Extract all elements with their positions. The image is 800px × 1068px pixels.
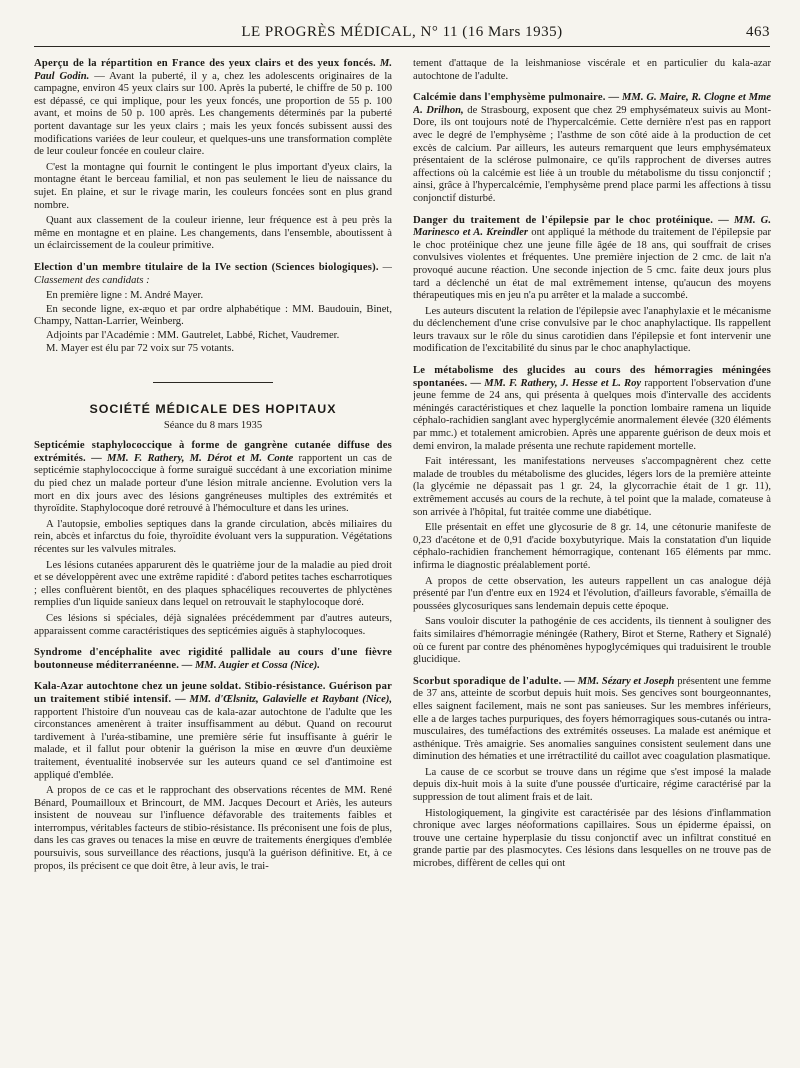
article-title: Danger du traitement de l'épilepsie par le choc protéinique. xyxy=(413,214,714,226)
article-paragraph: C'est la montagne qui fournit le contingent le plus important d'yeux clairs, la montagne étant le berceau familial, et non pas seulement le lieu de naissance du sujet. En plaine, et sur le rivage marin, les couleurs foncées sont en plus grand nombre. xyxy=(34,161,392,211)
article-text: rapportent l'histoire d'un nouveau cas de kala-azar autochtone de l'adulte que les circonstances amenèrent à traiter insuffisamment au début. Quand on recourut tardivement à l'uréa-stibamine, une première série fut insuffisante à guérir le malade, et il fallut pour obtenir la guérison la mise en œuvre d'un deuxième traitement, éventualité inobservée sur les auteurs quand ce sel d'antimoine est appliqué d'emblée. xyxy=(34,706,392,781)
session-date: Séance du 8 mars 1935 xyxy=(163,419,263,431)
article-kala-azar xyxy=(34,681,392,873)
article-paragraph: Histologiquement, la gingivite est caractérisée par des lésions d'inflammation chronique avec larges néoformations capillaires. Sous un épiderme épaissi, on trouve une certaine hyperplasie du tissu conjonctif avec un infiltrat constitué en grande partie par des plasmocytes. Ces lésions dans lesquelles on ne trouve pas de microbes, diffèrent de celles qui ont xyxy=(413,807,771,870)
election-line: M. Mayer est élu par 72 voix sur 75 votants. xyxy=(46,343,235,355)
header-rule xyxy=(34,46,770,47)
article-title: Le métabolisme des glucides au cours des hémorragies méningées spontanées. xyxy=(413,365,771,389)
article-title: Kala-Azar autochtone chez un jeune soldat. Stibio-résistance. Guérison par un traitement stibié intensif. xyxy=(34,681,392,705)
article-paragraph: Quant aux classement de la couleur irienne, leur fréquence est à peu près la même en montagne et en plaine. Les changements, dans l'ensemble, aboutissent à un éclaircissement de la couleur primitive. xyxy=(34,215,392,252)
article-text: rapportent l'observation d'une jeune femme de 24 ans, qui présenta à quelques mois d'intervalle des accidents méningés caractéristiques et chez laquelle la ponction lombaire ramena un liquide céphalo-rachidien sanglant avec hyperglycémie anormalement élevée (320 éléments par mmc.) et totalement amicrobien. Après une apparente guérison de deux mois et demi environ, la malade présenta une rechute rapidement mortelle. xyxy=(413,377,771,452)
article-election xyxy=(34,262,392,356)
article-title: Septicémie staphylococcique à forme de gangrène cutanée diffuse des extrémités. xyxy=(34,440,392,464)
article-title: Syndrome d'encéphalite avec rigidité pallidale au cours d'une fièvre boutonneuse méditerranéenne. xyxy=(34,647,392,671)
article-text: présentent une femme de 37 ans, atteinte de scorbut depuis huit mois. Ses gencives sont bourgeonnantes, elles saignent facilement, mais ne sont pas sanieuses. Sur les membres inférieurs, elle a de larges taches purpuriques, des foyers hémorragiques sous-cutanés ou intra-musculaires, des tuméfactions des extrémités osseuses. La malade est anémique et asthénique. Très amaigrie. Ses anomalies sanguines consistent seulement dans une diminution des hématies et une irrétractilité du caillot avec coagulation plasmatique. xyxy=(413,675,771,763)
article-text: ont appliqué la méthode du traitement de l'épilepsie par le choc protéinique chez une jeune fille âgée de 18 ans, qui souffrait de crises convulsives violentes et fréquentes. Une première injection de 2 cmc. de lait n'a provoqué aucune réaction. Une seconde injection de 5 cmc. faite deux jours plus tard a déclenché un état de mal extrêmement intense, qu'aucun des moyens thérapeutiques mis en jeu n'a pu arrêter et la malade a succombé. xyxy=(413,227,771,302)
page-header xyxy=(34,24,770,48)
article-text: rapportent un cas de septicémie staphylococcique à forme suraiguë succédant à une excoriation minime du pied chez un malade porteur d'une lésion mitrale ancienne. Evolution vers la mort en dix jours avec des lésions gangréneuses multiples des extrémités et thyroïdite. Staphylocoque doré retrouvé à l'hémoculture et dans les urines. xyxy=(34,452,392,515)
article-title: Scorbut sporadique de l'adulte. xyxy=(413,675,562,687)
article-scurvy xyxy=(413,676,771,871)
society-heading: SOCIÉTÉ MÉDICALE DES HOPITAUX xyxy=(89,402,337,417)
article-encephalitis xyxy=(34,647,392,672)
article-paragraph: A propos de ce cas et le rapprochant des observations récentes de MM. René Bénard, Poumailloux et Brincourt, de MM. Jacques Decourt et Ariès, les auteurs insistent de nouveau sur l'influence défavorable des traitements faibles et interrompus, véritables facteurs de stibio-résistance. Ils préconisent une fois de plus, dans les cas graves ou tenaces la mise en œuvre de traitements énergiques d'emblée poursuivis, sous surveillance des réactions, jusqu'à la guérison définitive. Et, à ce propos, ils précisent ce que doit être, à leur avis, le trai- xyxy=(34,785,392,872)
left-column xyxy=(34,58,392,1058)
article-author: — MM. G. Maire, R. Clogne et Mme A. Drilhon, xyxy=(413,92,771,116)
article-author: — MM. G. Marinesco et A. Kreindler xyxy=(413,214,771,239)
section-divider xyxy=(153,382,273,383)
article-author: — MM. Augier et Cossa (Nice). xyxy=(181,659,320,671)
right-column xyxy=(413,58,771,1058)
article-title: Calcémie dans l'emphysème pulmonaire. xyxy=(413,92,606,104)
article-author: M. Paul Godin. xyxy=(34,58,392,82)
article-calcemia xyxy=(413,92,771,205)
article-eye-color xyxy=(34,58,392,253)
article-title: Election d'un membre titulaire de la IVe section (Sciences biologiques). xyxy=(34,261,379,273)
article-paragraph: Elle présentait en effet une glycosurie de 8 gr. 14, une cétonurie manifeste de 0,23 d'acétone et de 0,91 d'acide boxybutyrique. Mais la constatation d'un liquide céphalo-rachidien franchement hémorragique, contenant 165 éléments par mmc. infirma le diagnostic préalablement porté. xyxy=(413,522,771,571)
article-septicemia xyxy=(34,440,392,638)
article-author: — MM. F. Rathery, J. Hesse et L. Roy xyxy=(470,377,642,389)
article-paragraph: Les lésions cutanées apparurent dès le quatrième jour de la maladie au pied droit et se développèrent avec une extrême rapidité : d'abord petites taches escharrotiques ; elles confluèrent bientôt, en des plaques sphacéliques recouvertes de phlyctènes remplies d'un liquide sanieux dans lequel on retrouvait le staphylocoque doré. xyxy=(34,559,392,609)
article-author: — MM. Sézary et Joseph xyxy=(564,675,675,687)
article-paragraph: La cause de ce scorbut se trouve dans un régime que s'est imposé la malade depuis dix-huit mois à la suite d'une poussée d'urticaire, régime caractérisé par la suppression de tout aliment frais et de lait. xyxy=(413,766,771,804)
journal-title: LE PROGRÈS MÉDICAL, N° 11 (16 Mars 1935) xyxy=(241,24,563,40)
article-epilepsy xyxy=(413,215,771,357)
election-line: Adjoints par l'Académie : MM. Gautrelet, Labbé, Richet, Vaudremer. xyxy=(46,329,340,341)
article-paragraph: A l'autopsie, embolies septiques dans la grande circulation, abcès miliaires du rein, abcès et infarctus du foie, thyroïdite évoluant vers la suppuration. Végétations récentes sur les valvules mitrales. xyxy=(34,518,392,555)
article-paragraph: A propos de cette observation, les auteurs rappellent un cas analogue déjà présenté par l'un d'entre eux en 1924 et l'évolution, d'ailleurs favorable, s'émailla de poussées glycosuriques sans lendemain depuis cette époque. xyxy=(413,575,771,612)
page-number: 463 xyxy=(746,24,770,40)
article-text: de Strasbourg, exposent que chez 29 emphysémateux suivis au Mont-Dore, ils ont toujours noté de l'hypercalcémie. Cette dernière n'est pas en rapport avec le degré de l'emphysème ; l'asthme de son côté aide à la production de cet excès de calcium. Par ailleurs, les auteurs remarquent que leurs emphysémateux présentaient de la sclérose pulmonaire, ce qu'ils rapprochent de diverses autres affections où la calcémie est liée à un trouble du métabolisme du tissu conjonctif ; ainsi, grâce à l'hypercalcémie, l'emphysème prend place parmi les affections à tissu conjonctif disturbé. xyxy=(413,104,771,204)
article-glucides xyxy=(413,365,771,667)
election-line: En seconde ligne, ex-æquo et par ordre alphabétique : MM. Baudouin, Binet, Champy, Nattan-Larrier, Weinberg. xyxy=(34,303,392,328)
article-author: — MM. F. Rathery, M. Dérot et M. Conte xyxy=(91,452,294,464)
article-subtitle: — Classement des candidats : xyxy=(34,261,392,286)
article-author: — MM. d'Œlsnitz, Galavielle et Raybant (Nice), xyxy=(175,693,392,705)
article-paragraph: Ces lésions si spéciales, déjà signalées précédemment par d'autres auteurs, apparaissent comme caractéristiques des septicémies aiguës à staphylocoques. xyxy=(34,612,392,637)
article-continuation: tement d'attaque de la leishmaniose viscérale et en particulier du kala-azar autochtone de l'adulte. xyxy=(413,58,771,82)
article-text: — Avant la puberté, il y a, chez les adolescents originaires de la campagne, environ 45 yeux clairs sur 100. Après la puberté, le chiffre de 50 p. 100 est dépassé, ce qui implique, pour les yeux foncés, une proportion de 55 p. 100 avant, et moins de 50 p. 100 après. Les changements déterminés par la puberté portent davantage sur les yeux clairs ; mais les yeux foncés subissent aussi des modifications variées de leur couleur, et quelques-uns une transformation complète de leur couleur foncée en couleur claire. xyxy=(34,70,392,158)
article-paragraph: Sans vouloir discuter la pathogénie de ces accidents, ils tiennent à souligner des faits similaires d'hémorragie méningée (Rathery, Birot et Sterne, Rathery et Signalé) où ce furent par contre des phénomènes hypoglycémiques qui traduisirent le trouble glucidique. xyxy=(413,616,771,666)
article-paragraph: Les auteurs discutent la relation de l'épilepsie avec l'anaphylaxie et le mécanisme du déclenchement d'une crise convulsive par le choc anaphylactique. Ils rappellent leurs travaux sur le rôle du sinus carotidien dans l'épilepsie et font intervenir une modification de l'excitabilité du sinus par le choc anaphylactique. xyxy=(413,305,771,355)
article-title: Aperçu de la répartition en France des yeux clairs et des yeux foncés. xyxy=(34,58,376,69)
election-line: En première ligne : M. André Mayer. xyxy=(46,290,204,302)
article-paragraph: Fait intéressant, les manifestations nerveuses s'accompagnèrent chez cette malade de troubles du métabolisme des glucides, légers lors de la première atteinte (la glycémie ne dépassait pas 1 gr. 24, la glycorrachie était de 1 gr. 11), extrêmement accusés au cours de la rechute, à tel point que la malade, comateuse à son arrivée à l'hôpital, fut traitée comme une diabétique. xyxy=(413,456,771,518)
